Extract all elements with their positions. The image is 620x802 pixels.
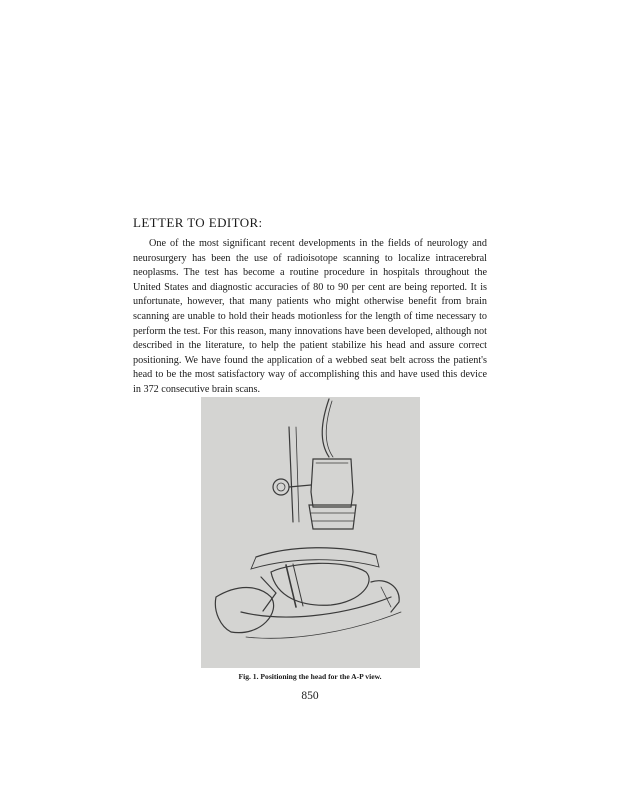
patient-hand	[371, 581, 399, 612]
cable-line	[322, 399, 329, 457]
collimator	[309, 505, 356, 529]
page-number: 850	[301, 690, 319, 702]
knob-arm	[289, 485, 311, 487]
patient-head	[271, 563, 369, 605]
blanket-fold	[241, 597, 391, 617]
scanner-sketch	[201, 397, 420, 668]
adjustment-knob-center	[277, 483, 285, 491]
stand-pole	[296, 427, 299, 522]
adjustment-knob	[273, 479, 289, 495]
figure-caption: Fig. 1. Positioning the head for the A-P view.	[238, 672, 382, 681]
scanner-head	[311, 459, 353, 507]
stand-pole	[289, 427, 293, 522]
letter-paragraph: One of the most significant recent developments in the fields of neurology and neurosurgery has been the use of radioisotope scanning to localize intracerebral neoplasms. The test has become a routine procedure in hospitals throughout the United States and diagnostic accuracies of 80 to 90 per cent are being reported. It is unfortunate, however, that many patients who might otherwise benefit from brain scanning are unable to hold their heads motionless for the length of time necessary to perform the test. For this reason, many innovations have been developed, although not described in the literature, to help the patient stabilize his head and assure correct positioning. We have found the application of a webbed seat belt across the patient's head to be the most satisfactory way of accomplishing this and have used this device in 372 consecutive brain scans.	[133, 238, 487, 395]
pillow	[215, 588, 273, 633]
headrest-edge	[251, 555, 379, 569]
headrest	[256, 548, 376, 557]
cable-line	[326, 401, 333, 457]
figure-illustration	[201, 397, 420, 668]
letter-heading: LETTER TO EDITOR:	[133, 215, 263, 230]
